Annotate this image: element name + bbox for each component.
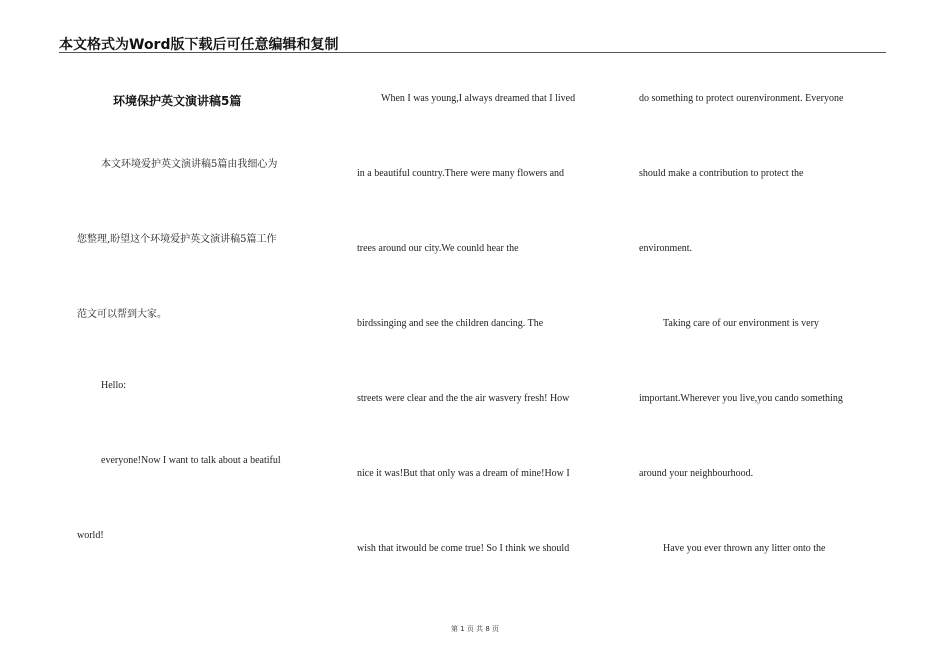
text-line: Hello:: [101, 380, 126, 391]
text-line: When I was young,I always dreamed that I lived: [381, 93, 576, 104]
text-line: trees around our city.We counld hear the: [357, 243, 519, 254]
text-line: streets were clear and the the air wasvery fresh! How: [357, 393, 570, 404]
text-line: everyone!Now I want to talk about a beatiful: [101, 455, 281, 466]
text-line: important.Wherever you live,you cando something: [639, 393, 843, 404]
text-line: 范文可以帮到大家。: [77, 309, 167, 320]
text-line: Taking care of our environment is very: [663, 318, 819, 329]
document-header: 本文格式为Word版下载后可任意编辑和复制: [59, 37, 339, 53]
text-line: 您整理,盼望这个环境爱护英文演讲稿5篇工作: [77, 234, 277, 245]
text-line: do something to protect ourenvironment. Everyone: [639, 93, 844, 104]
text-line: nice it was!But that only was a dream of mine!How I: [357, 468, 570, 479]
page-number: 第 1 页 共 8 页: [450, 625, 500, 633]
text-line: environment.: [639, 243, 693, 254]
text-line: should make a contribution to protect the: [639, 168, 804, 179]
text-line: in a beautiful country.There were many flowers and: [357, 168, 565, 179]
text-line: world!: [77, 530, 104, 541]
text-line: 本文环境爱护英文演讲稿5篇由我细心为: [101, 159, 278, 170]
header-divider: [59, 52, 886, 53]
text-line: around your neighbourhood.: [639, 468, 754, 479]
text-line: wish that itwould be come true! So I think we should: [357, 543, 570, 554]
text-line: Have you ever thrown any litter onto the: [663, 543, 826, 554]
document-title: 环境保护英文演讲稿5篇: [113, 94, 242, 108]
text-line: birdssinging and see the children dancing. The: [357, 318, 544, 329]
